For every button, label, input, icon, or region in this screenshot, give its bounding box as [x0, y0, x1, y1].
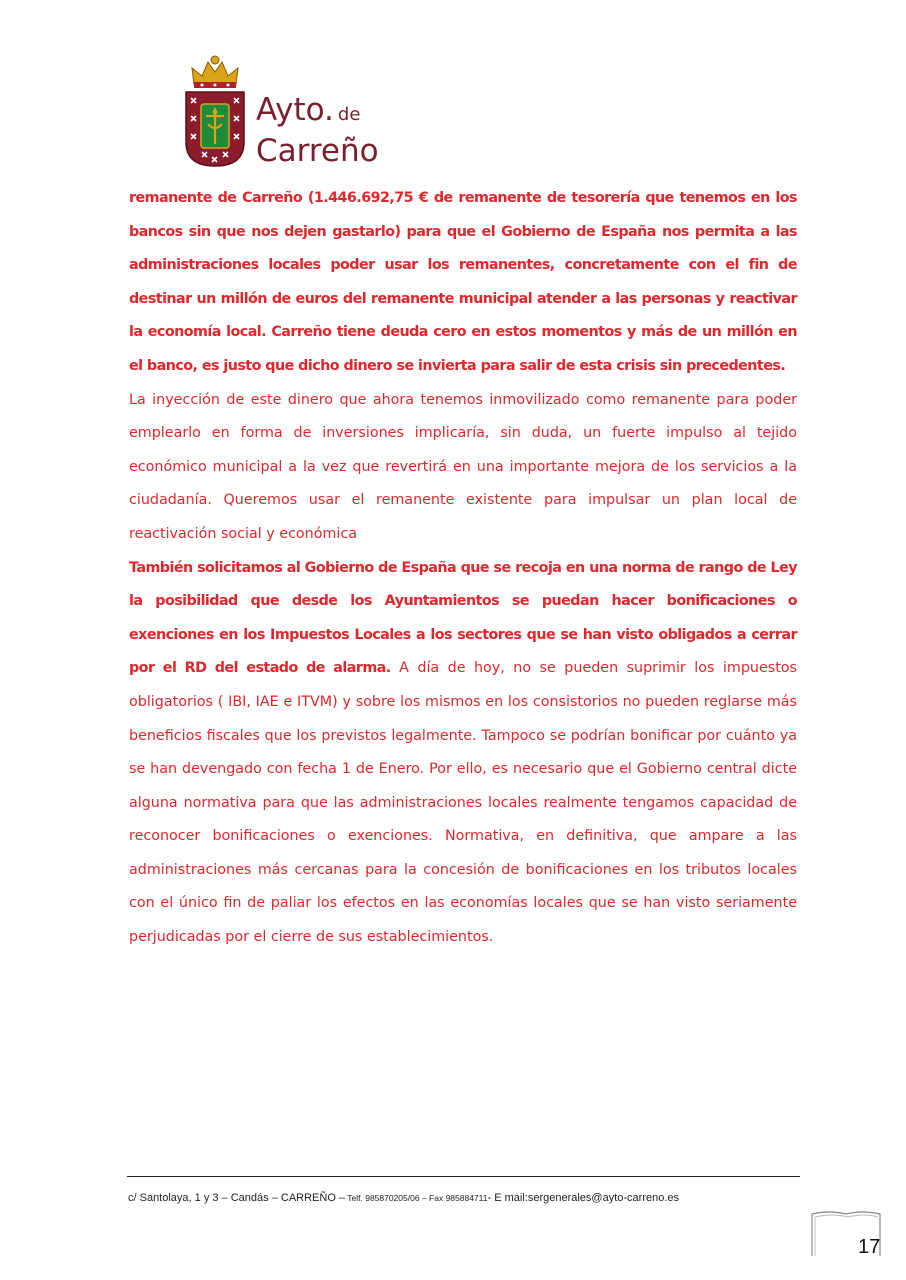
coat-of-arms-icon [184, 54, 246, 168]
paragraph-solicitud [129, 552, 797, 955]
page-number: 17 [858, 1236, 881, 1258]
logo-word-de: de [337, 104, 361, 125]
footer-street: c/ Santolaya, 1 y 3 – Candás – CARREÑO – [128, 1192, 346, 1204]
paragraph-solicitud-regular: A día de hoy, no se pueden suprimir los impuestos obligatorios ( IBI, IAE e ITVM) y sobre los mismos en los consistorios no pueden reglarse más beneficios fiscales que los previstos legalmente. Tampoco se podrían bonificar por cuánto ya se han devengado con fecha 1 de Enero. Por ello, es necesario que el Gobierno central dicte alguna normativa para que las administraciones locales realmente tengamos capacidad de reconocer bonificaciones o exenciones. Normativa, en definitiva, que ampare a las administraciones más cercanas para la concesión de bonificaciones en los tributos locales con el único fin de paliar los efectos en las economías locales que se han visto seriamente perjudicadas por el cierre de sus establecimientos. [129, 660, 797, 946]
logo-word-ayto: Ayto. [256, 92, 334, 128]
footer-divider [127, 1176, 800, 1177]
footer-email: - E mail:sergenerales@ayto-carreno.es [487, 1192, 680, 1204]
paragraph-solicitud-bold: También solicitamos al Gobierno de España que se recoja en una norma de rango de Ley la posibilidad que desde los Ayuntamientos se puedan hacer bonificaciones o exenciones en los Impuestos Locales a los sectores que se han visto obligados a cerrar por el RD del estado de alarma. [129, 559, 797, 677]
paragraph-remanente: remanente de Carreño (1.446.692,75 € de remanente de tesorería que tenemos en los bancos sin que nos dejen gastarlo) para que el Gobierno de España nos permita a las administraciones locales poder usar los remanentes, concretamente con el fin de destinar un millón de euros del remanente municipal atender a las personas y reactivar la economía local. Carreño tiene deuda cero en estos momentos y más de un millón en el banco, es justo que dicho dinero se invierta para salir de esta crisis sin precedentes. [129, 190, 797, 374]
municipal-logo [184, 54, 394, 170]
document-body [129, 182, 797, 955]
logo-word-carreno: Carreño [256, 133, 379, 169]
footer-address [128, 1192, 808, 1204]
paragraph-inyeccion: La inyección de este dinero que ahora tenemos inmovilizado como remanente para poder emplearlo en forma de inversiones implicaría, sin duda, un fuerte impulso al tejido económico municipal a la vez que revertirá en una importante mejora de los servicios a la ciudadanía. Queremos usar el remanente existente para impulsar un plan local de reactivación social y económica [129, 391, 797, 542]
footer-phone-fax: Telf. 985870205/06 – Fax 985884711 [345, 1193, 488, 1203]
